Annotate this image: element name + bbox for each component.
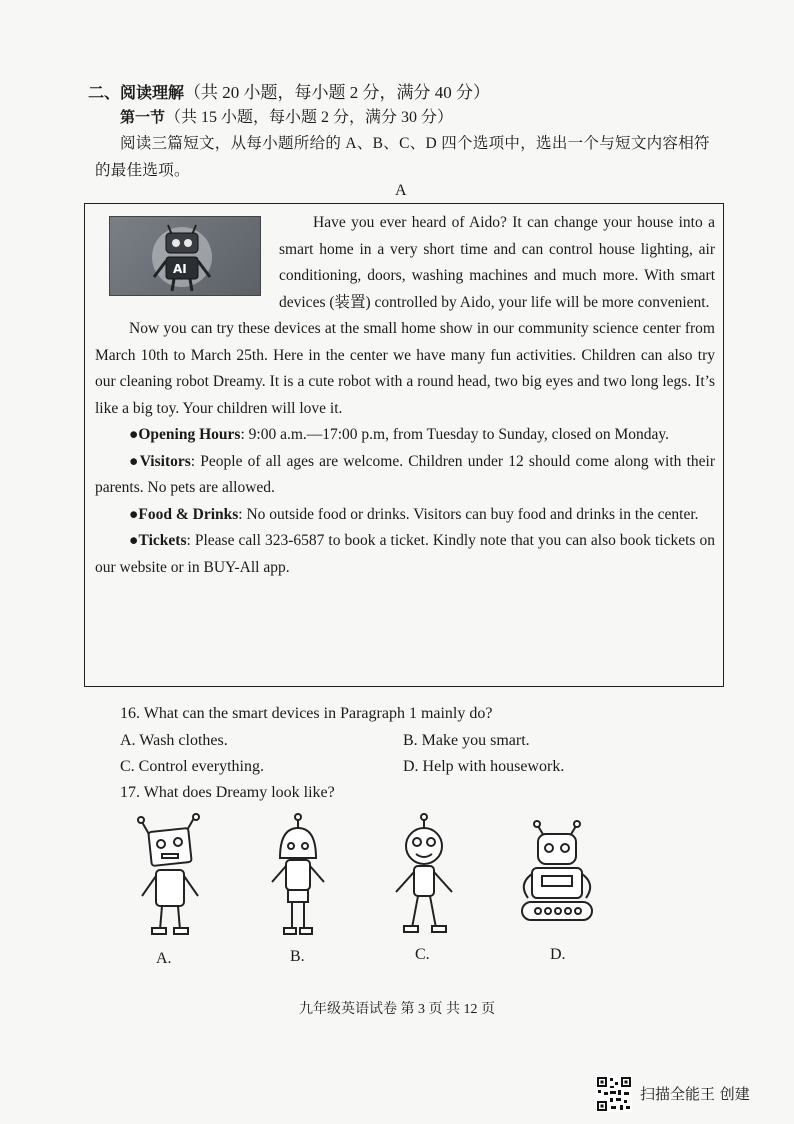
question-16-option-c[interactable]: C. Control everything.: [120, 758, 264, 775]
scanner-watermark: 扫描全能王 创建: [640, 1085, 750, 1103]
part-note: （共 15 小题，每小题 2 分，满分 30 分）: [165, 109, 454, 126]
bullet-text: : No outside food or drinks. Visitors can buy food and drinks in the center.: [238, 505, 699, 523]
robot-a-icon[interactable]: [128, 812, 208, 942]
ai-robot-image: [109, 216, 261, 296]
bullet-opening-hours: ●Opening Hours: 9:00 a.m.—17:00 p.m, from Tuesday to Sunday, closed on Monday.: [129, 426, 669, 443]
robot-c-icon[interactable]: [386, 812, 462, 942]
qr-code-icon: [596, 1076, 632, 1112]
robot-d-label: D.: [550, 946, 566, 963]
ai-image-text: AI: [173, 262, 187, 276]
passage-paragraph-2: Now you can try these devices at the small home show in our community science center from March 10th to March 25th. Here in the center we have many fun activities. Children can also try our cleaning robot Dreamy. It is a cute robot with a round head, two big eyes and two long legs. It’s like a big toy. Your children will love it.: [95, 320, 715, 417]
bullet-text: : Please call 323-6587 to book a ticket. Kindly note that you can also book tickets on our website or in BUY-All app.: [95, 532, 715, 576]
robot-a-label: A.: [156, 950, 172, 967]
passage-paragraph-1: Have you ever heard of Aido? It can change your house into a smart home in a very short time and can control house lighting, air conditioning, doors, washing machines and much more. With smart devices (装置) controlled by Aido, your life will be more convenient.: [279, 214, 715, 311]
passage-label: A: [395, 182, 407, 199]
section-title-label: 二、阅读理解: [88, 83, 185, 102]
ai-robot-icon: [110, 217, 260, 295]
robot-b-icon[interactable]: [262, 812, 334, 942]
question-16-option-b[interactable]: B. Make you smart.: [403, 732, 530, 749]
instructions: 阅读三篇短文，从每小题所给的 A、B、C、D 四个选项中，选出一个与短文内容相符的最佳选项。: [95, 135, 710, 179]
bullet-text: : 9:00 a.m.—17:00 p.m, from Tuesday to Sunday, closed on Monday.: [240, 426, 669, 443]
question-16-option-d[interactable]: D. Help with housework.: [403, 758, 565, 775]
page-footer: 九年级英语试卷 第 3 页 共 12 页: [299, 1002, 495, 1017]
bullet-label: Tickets: [138, 532, 187, 549]
bullet-label: Visitors: [139, 452, 191, 470]
robot-c-label: C.: [415, 946, 430, 963]
part-label: 第一节: [120, 108, 166, 126]
bullet-text: : People of all ages are welcome. Children under 12 should come along with their parents. No pets are allowed.: [95, 452, 715, 496]
passage-text: [95, 210, 715, 581]
question-17-stem: 17. What does Dreamy look like?: [120, 784, 335, 801]
part-title: [120, 104, 453, 127]
bullet-tickets: ●Tickets: Please call 323-6587 to book a ticket. Kindly note that you can also book tickets on our website or in BUY-All app.: [95, 532, 715, 576]
section-title: [88, 78, 490, 103]
question-16-stem: 16. What can the smart devices in Paragraph 1 mainly do?: [120, 705, 493, 722]
bullet-label: Opening Hours: [138, 426, 241, 443]
question-16-option-a[interactable]: A. Wash clothes.: [120, 732, 228, 749]
bullet-label: Food & Drinks: [138, 505, 239, 523]
robot-b-label: B.: [290, 948, 305, 965]
bullet-visitors: ●Visitors: People of all ages are welcome. Children under 12 should come along with their parents. No pets are allowed.: [95, 452, 715, 496]
section-title-note: （共 20 小题，每小题 2 分，满分 40 分）: [184, 83, 491, 102]
bullet-food-drinks: ●Food & Drinks: No outside food or drinks. Visitors can buy food and drinks in the center.: [129, 505, 699, 523]
robot-d-icon[interactable]: [514, 818, 600, 936]
